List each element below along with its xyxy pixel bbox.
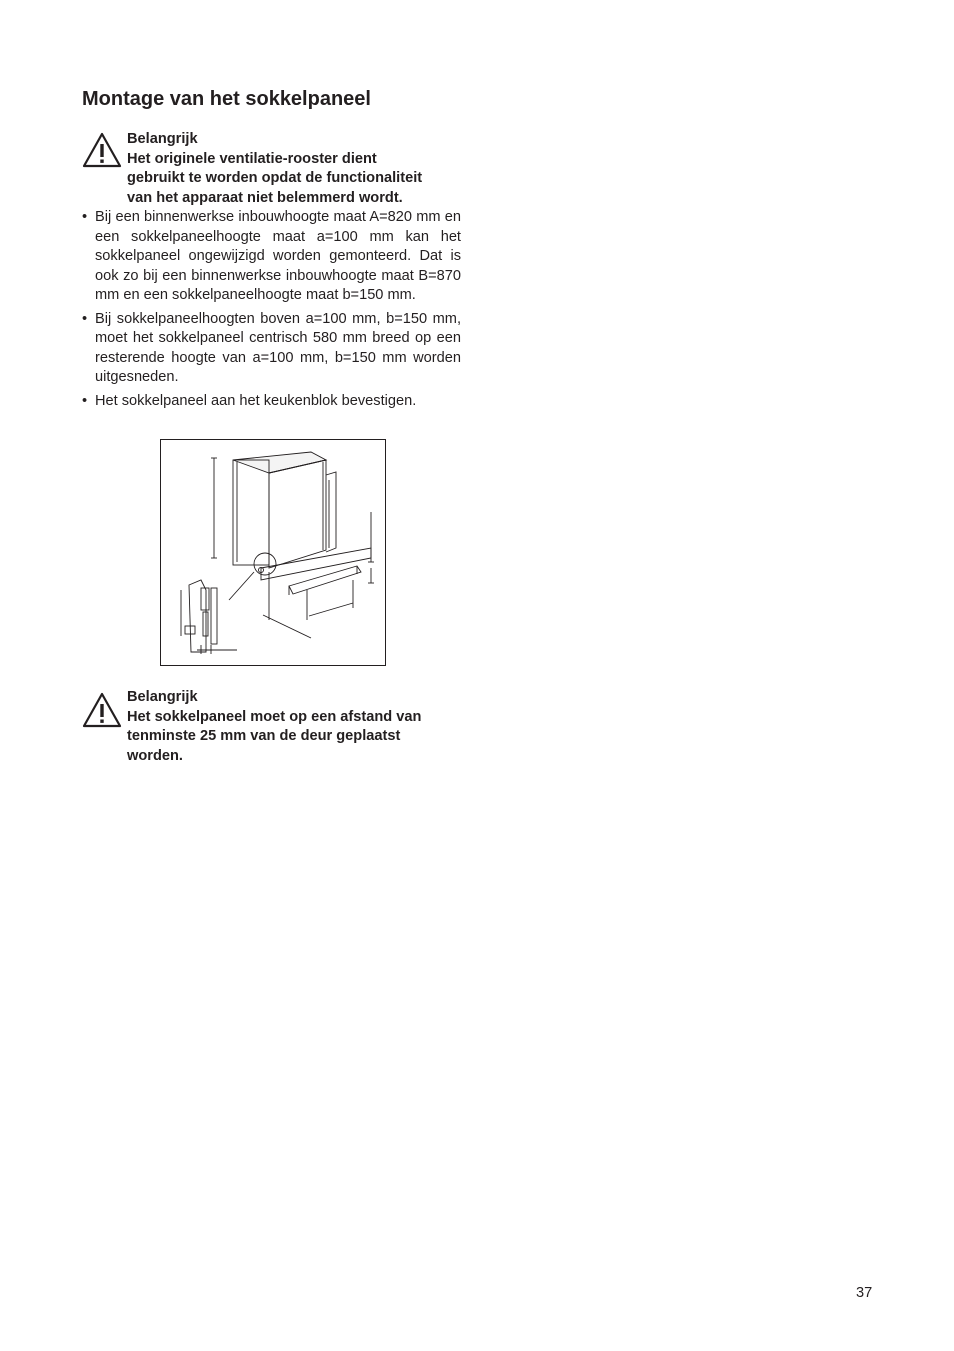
- warning-line: tenminste 25 mm van de deur geplaatst: [127, 728, 401, 744]
- warning-line: Het sokkelpaneel moet op een afstand van: [127, 708, 422, 725]
- warning-line: worden.: [127, 747, 183, 764]
- warning-block-ventilation: [82, 130, 472, 208]
- appliance-plinth-drawing: [161, 440, 384, 664]
- warning-block-distance: [82, 688, 472, 766]
- list-item: • Het sokkelpaneel aan het keukenblok bevestigen.: [82, 392, 461, 412]
- warning-line: gebruikt te worden opdat de functionaliteit: [127, 170, 423, 186]
- page-title: Montage van het sokkelpaneel: [82, 88, 371, 110]
- warning-line: Het originele ventilatie-rooster dient: [127, 150, 377, 167]
- warning-line: van het apparaat niet belemmerd wordt.: [127, 189, 403, 206]
- list-item: • Bij sokkelpaneelhoogten boven a=100 mm, b=150 mm, moet het sokkelpaneel centrisch 580 mm breed op een resterende hoogte van a=100 mm, b=150 mm worden uitgesneden.: [82, 310, 461, 388]
- warning-triangle-icon: [82, 132, 122, 168]
- warning-heading: Belangrijk: [127, 689, 198, 705]
- warning-triangle-icon: [82, 692, 122, 728]
- plinth-mounting-diagram: [160, 439, 386, 666]
- page-number: 37: [856, 1285, 873, 1301]
- instruction-list: [82, 208, 461, 415]
- warning-heading: Belangrijk: [127, 131, 198, 147]
- list-item: • Bij een binnenwerkse inbouwhoogte maat A=820 mm en een sokkelpaneelhoogte maat a=100 mm kan het sokkelpaneel ongewijzigd worden gemonteerd. Dat is ook zo bij een binnenwerkse inbouwhoogte maat B=870 mm en een sokkelpaneelhoogte maat b=150 mm.: [82, 208, 461, 306]
